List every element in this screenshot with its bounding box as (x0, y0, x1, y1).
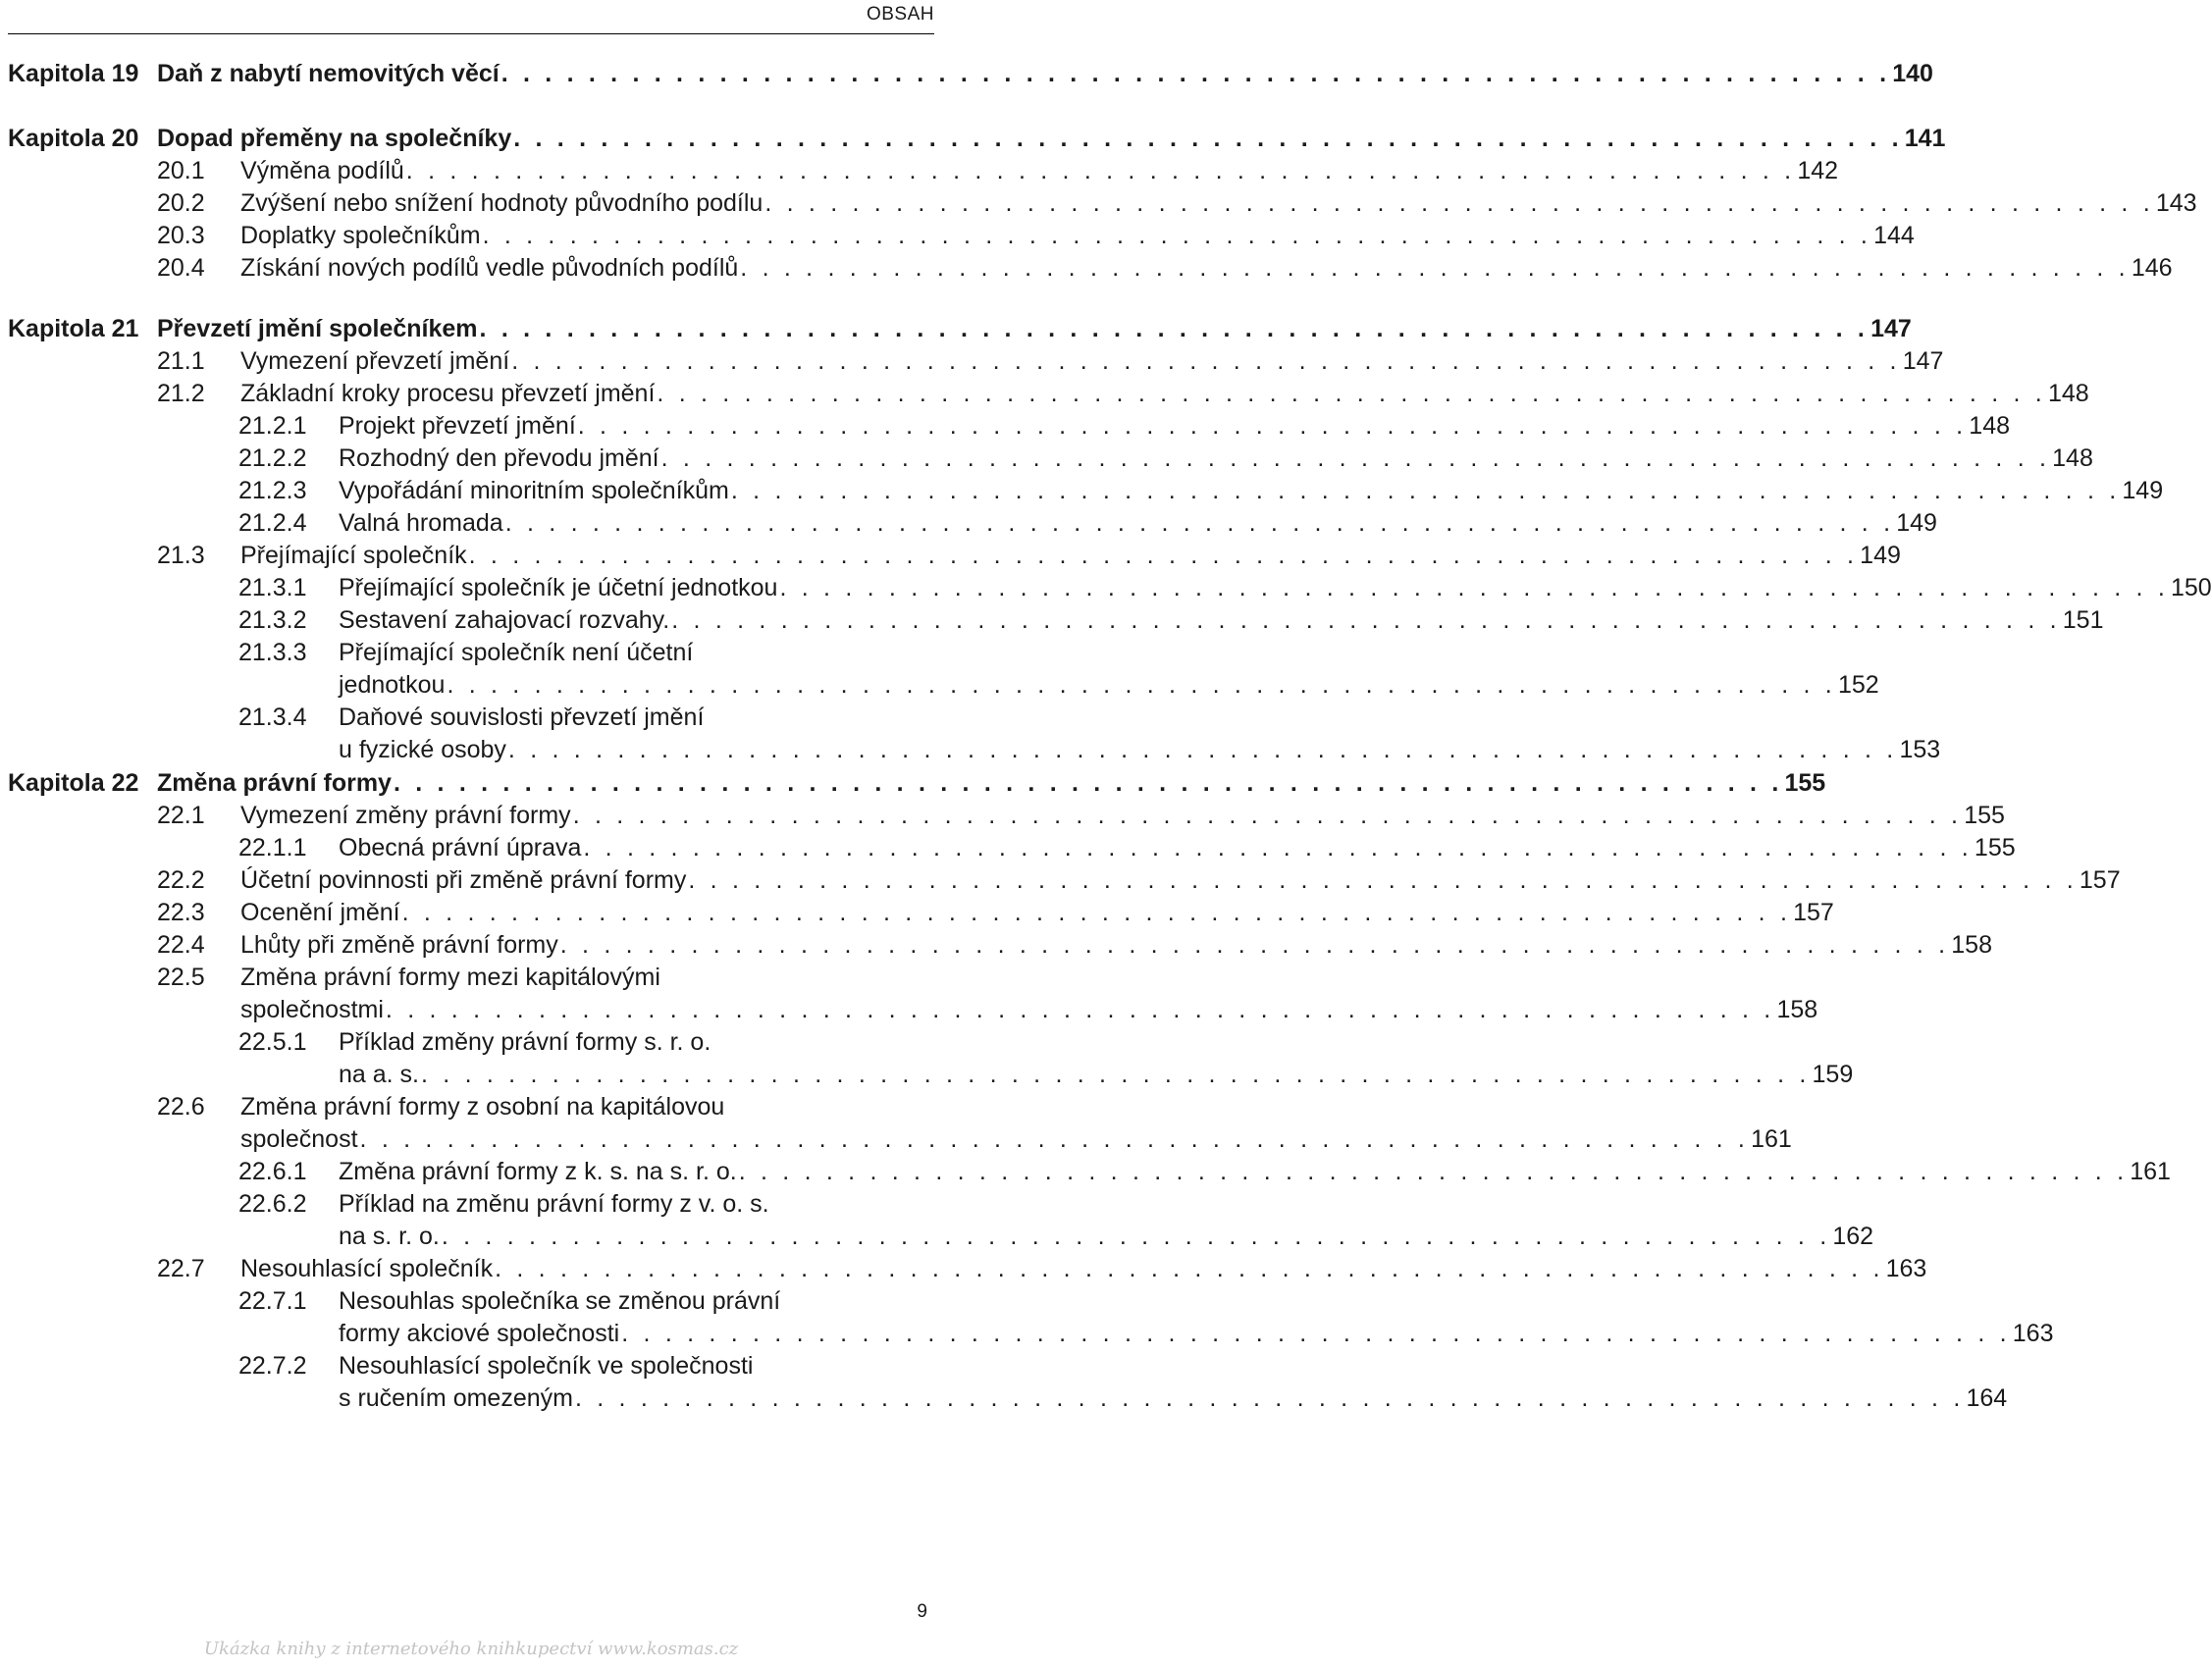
entry-page-number: 146 (2131, 254, 2173, 282)
chapter-number: Kapitola 19 (8, 60, 139, 87)
dot-leader: . . . . . . . . . . . . . . . . . . . . . . . . . . . . . . . . . . . . . . . . . . . . . . . . . . . . . . . . . . . . . . . . (779, 574, 2169, 601)
dot-leader: . . . . . . . . . . . . . . . . . . . . . . . . . . . . . . . . . . . . . . . . . . . . . . . . . . . . . . . . . . . . . . . . (500, 60, 1891, 87)
toc-entry-continuation[interactable] (339, 668, 1879, 702)
entry-page-number: 158 (1951, 931, 1992, 959)
entry-title: Základní kroky procesu převzetí jmění (240, 380, 656, 407)
page-number: 9 (917, 1601, 927, 1622)
section-number: 21.3.3 (238, 639, 307, 666)
section-number: 22.7.1 (238, 1287, 307, 1315)
entry-title: Převzetí jmění společníkem (157, 315, 478, 342)
entry-title: Valná hromada (339, 509, 503, 537)
toc-entry[interactable] (339, 603, 2104, 637)
entry-page-number: 161 (1751, 1125, 1792, 1153)
toc-entry-continuation[interactable] (240, 1122, 1792, 1156)
entry-title-continuation: na s. r. o. (339, 1223, 440, 1250)
dot-leader: . . . . . . . . . . . . . . . . . . . . . . . . . . . . . . . . . . . . . . . . . . . . . . . . . . . . . . . . . . . . . . . . (479, 315, 1870, 342)
section-number: 22.5.1 (238, 1028, 307, 1056)
chapter-number: Kapitola 22 (8, 769, 139, 797)
dot-leader: . . . . . . . . . . . . . . . . . . . . . . . . . . . . . . . . . . . . . . . . . . . . . . . . . . . . . . . . . . . . . . . . (468, 542, 1859, 569)
dot-leader: . . . . . . . . . . . . . . . . . . . . . . . . . . . . . . . . . . . . . . . . . . . . . . . . . . . . . . . . . . . . . . . . (385, 996, 1775, 1023)
entry-page-number: 152 (1837, 671, 1879, 699)
entry-page-number: 140 (1892, 60, 1933, 87)
entry-page-number: 157 (1793, 899, 1834, 926)
dot-leader: . . . . . . . . . . . . . . . . . . . . . . . . . . . . . . . . . . . . . . . . . . . . . . . . . . . . . . . . . . . . . . . . (730, 477, 2121, 504)
toc-entry[interactable] (240, 799, 2005, 832)
section-number: 21.2 (157, 380, 205, 407)
entry-title-continuation: jednotkou (339, 671, 446, 699)
entry-title-continuation: s ručením omezeným (339, 1384, 573, 1412)
dot-leader: . . . . . . . . . . . . . . . . . . . . . . . . . . . . . . . . . . . . . . . . . . . . . . . . . . . . . . . . . . . . . . . . (504, 509, 1895, 537)
section-number: 21.2.2 (238, 444, 307, 472)
toc-entry[interactable] (339, 1155, 2171, 1188)
entry-page-number: 163 (2012, 1320, 2054, 1347)
entry-page-number: 163 (1885, 1255, 1927, 1282)
entry-title-continuation: společnostmi (240, 996, 384, 1023)
dot-leader: . . . . . . . . . . . . . . . . . . . . . . . . . . . . . . . . . . . . . . . . . . . . . . . . . . . . . . . . . . . . . . . . (482, 222, 1872, 249)
section-number: 22.5 (157, 964, 205, 991)
section-number: 20.1 (157, 157, 205, 184)
section-number: 21.2.4 (238, 509, 307, 537)
entry-title-continuation: společnost (240, 1125, 358, 1153)
dot-leader: . . . . . . . . . . . . . . . . . . . . . . . . . . . . . . . . . . . . . . . . . . . . . . . . . . . . . . . . . . . . . . . . (740, 254, 2130, 282)
toc-entry[interactable] (240, 539, 1901, 572)
entry-title: Nesouhlasící společník (240, 1255, 494, 1282)
entry-title: Účetní povinnosti při změně právní formy (240, 866, 687, 894)
dot-leader: . . . . . . . . . . . . . . . . . . . . . . . . . . . . . . . . . . . . . . . . . . . . . . . . . . . . . . . . . . . . . . . . (583, 834, 1973, 861)
entry-title: Zvýšení nebo snížení hodnoty původního podílu (240, 189, 764, 217)
entry-title[interactable]: Změna právní formy mezi kapitálovými (240, 964, 660, 991)
entry-title[interactable]: Změna právní formy z osobní na kapitálovou (240, 1093, 725, 1121)
toc-entry-continuation[interactable] (339, 1317, 2054, 1350)
entry-title-continuation: u fyzické osoby (339, 736, 506, 763)
entry-title: Sestavení zahajovací rozvahy. (339, 606, 670, 634)
entry-title: Ocenění jmění (240, 899, 400, 926)
entry-title: Přejímající společník je účetní jednotkou (339, 574, 778, 601)
section-number: 22.3 (157, 899, 205, 926)
toc-entry[interactable] (339, 831, 2016, 864)
toc-entry[interactable] (157, 57, 1933, 90)
toc-entry[interactable] (240, 154, 1839, 187)
section-number: 21.3.2 (238, 606, 307, 634)
entry-page-number: 162 (1832, 1223, 1874, 1250)
section-number: 21.1 (157, 347, 205, 375)
watermark: Ukázka knihy z internetového knihkupectví www.kosmas.cz (203, 1639, 739, 1659)
entry-title: Dopad přeměny na společníky (157, 125, 512, 152)
section-number: 21.3.4 (238, 704, 307, 731)
entry-title: Daň z nabytí nemovitých věcí (157, 60, 500, 87)
toc-entry[interactable] (240, 863, 2121, 897)
dot-leader: . . . . . . . . . . . . . . . . . . . . . . . . . . . . . . . . . . . . . . . . . . . . . . . . . . . . . . . . . . . . . . . . (441, 1223, 1831, 1250)
dot-leader: . . . . . . . . . . . . . . . . . . . . . . . . . . . . . . . . . . . . . . . . . . . . . . . . . . . . . . . . . . . . . . . . (393, 769, 1783, 797)
entry-page-number: 141 (1904, 125, 1946, 152)
entry-title[interactable]: Nesouhlas společníka se změnou právní (339, 1287, 781, 1315)
dot-leader: . . . . . . . . . . . . . . . . . . . . . . . . . . . . . . . . . . . . . . . . . . . . . . . . . . . . . . . . . . . . . . . . (660, 444, 2051, 472)
dot-leader: . . . . . . . . . . . . . . . . . . . . . . . . . . . . . . . . . . . . . . . . . . . . . . . . . . . . . . . . . . . . . . . . (577, 412, 1968, 440)
entry-page-number: 151 (2062, 606, 2104, 634)
section-number: 21.2.1 (238, 412, 307, 440)
section-number: 22.2 (157, 866, 205, 894)
entry-page-number: 150 (2171, 574, 2212, 601)
entry-page-number: 147 (1870, 315, 1912, 342)
toc-entry[interactable] (240, 896, 1834, 929)
section-number: 22.6.2 (238, 1190, 307, 1218)
dot-leader: . . . . . . . . . . . . . . . . . . . . . . . . . . . . . . . . . . . . . . . . . . . . . . . . . . . . . . . . . . . . . . . . (447, 671, 1836, 699)
toc-entry[interactable] (339, 442, 2093, 475)
dot-leader: . . . . . . . . . . . . . . . . . . . . . . . . . . . . . . . . . . . . . . . . . . . . . . . . . . . . . . . . . . . . . . . . (572, 802, 1963, 829)
chapter-number: Kapitola 20 (8, 125, 139, 152)
toc-entry[interactable] (240, 186, 2197, 220)
section-number: 20.2 (157, 189, 205, 217)
section-number: 22.7 (157, 1255, 205, 1282)
entry-title: Obecná právní úprava (339, 834, 582, 861)
entry-page-number: 148 (2047, 380, 2089, 407)
section-number: 21.3.1 (238, 574, 307, 601)
entry-title[interactable]: Příklad změny právní formy s. r. o. (339, 1028, 711, 1056)
dot-leader: . . . . . . . . . . . . . . . . . . . . . . . . . . . . . . . . . . . . . . . . . . . . . . . . . . . . . . . . . . . . . . . . (495, 1255, 1884, 1282)
entry-title: Vypořádání minoritním společníkům (339, 477, 729, 504)
entry-title: Získání nových podílů vedle původních podílů (240, 254, 739, 282)
dot-leader: . . . . . . . . . . . . . . . . . . . . . . . . . . . . . . . . . . . . . . . . . . . . . . . . . . . . . . . . . . . . . . . . (764, 189, 2154, 217)
section-number: 20.4 (157, 254, 205, 282)
section-number: 22.4 (157, 931, 205, 959)
dot-leader: . . . . . . . . . . . . . . . . . . . . . . . . . . . . . . . . . . . . . . . . . . . . . . . . . . . . . . . . . . . . . . . . (657, 380, 2046, 407)
dot-leader: . . . . . . . . . . . . . . . . . . . . . . . . . . . . . . . . . . . . . . . . . . . . . . . . . . . . . . . . . . . . . . . . (559, 931, 1950, 959)
section-number: 22.1.1 (238, 834, 307, 861)
entry-page-number: 149 (1896, 509, 1937, 537)
toc-entry[interactable] (339, 571, 2212, 604)
dot-leader: . . . . . . . . . . . . . . . . . . . . . . . . . . . . . . . . . . . . . . . . . . . . . . . . . . . . . . . . . . . . . . . . (421, 1061, 1811, 1088)
section-number: 22.1 (157, 802, 205, 829)
dot-leader: . . . . . . . . . . . . . . . . . . . . . . . . . . . . . . . . . . . . . . . . . . . . . . . . . . . . . . . . . . . . . . . . (671, 606, 2061, 634)
entry-page-number: 148 (1969, 412, 2011, 440)
entry-title: Přejímající společník (240, 542, 467, 569)
section-number: 21.2.3 (238, 477, 307, 504)
toc-entry-continuation[interactable] (339, 733, 1941, 766)
entry-title: Lhůty při změně právní formy (240, 931, 558, 959)
entry-page-number: 157 (2079, 866, 2121, 894)
toc-entry[interactable] (240, 1252, 1927, 1285)
section-number: 21.3 (157, 542, 205, 569)
entry-title-continuation: na a. s. (339, 1061, 419, 1088)
entry-page-number: 143 (2155, 189, 2197, 217)
dot-leader: . . . . . . . . . . . . . . . . . . . . . . . . . . . . . . . . . . . . . . . . . . . . . . . . . . . . . . . . . . . . . . . . (513, 125, 1903, 152)
toc-entry[interactable] (339, 474, 2164, 507)
toc-entry[interactable] (240, 377, 2089, 410)
toc-entry[interactable] (339, 506, 1937, 540)
entry-title[interactable]: Daňové souvislosti převzetí jmění (339, 704, 705, 731)
entry-page-number: 148 (2052, 444, 2093, 472)
toc-entry[interactable] (240, 251, 2173, 285)
entry-page-number: 153 (1899, 736, 1941, 763)
section-number: 22.6.1 (238, 1158, 307, 1185)
entry-title: Vymezení změny právní formy (240, 802, 571, 829)
toc-entry[interactable] (157, 122, 1946, 155)
entry-title[interactable]: Nesouhlasící společník ve společnosti (339, 1352, 754, 1380)
entry-page-number: 144 (1873, 222, 1915, 249)
entry-page-number: 149 (2122, 477, 2164, 504)
section-number: 22.6 (157, 1093, 205, 1121)
dot-leader: . . . . . . . . . . . . . . . . . . . . . . . . . . . . . . . . . . . . . . . . . . . . . . . . . . . . . . . . . . . . . . . . (574, 1384, 1965, 1412)
entry-page-number: 155 (1784, 769, 1826, 797)
entry-page-number: 149 (1860, 542, 1901, 569)
entry-title: Doplatky společníkům (240, 222, 481, 249)
toc-entry[interactable] (157, 766, 1826, 800)
entry-page-number: 155 (1964, 802, 2005, 829)
entry-page-number: 158 (1776, 996, 1818, 1023)
dot-leader: . . . . . . . . . . . . . . . . . . . . . . . . . . . . . . . . . . . . . . . . . . . . . . . . . . . . . . . . . . . . . . . . (405, 157, 1796, 184)
section-number: 22.7.2 (238, 1352, 307, 1380)
entry-page-number: 142 (1797, 157, 1839, 184)
entry-page-number: 147 (1902, 347, 1944, 375)
entry-title[interactable]: Přejímající společník není účetní (339, 639, 694, 666)
entry-page-number: 161 (2130, 1158, 2171, 1185)
entry-title: Změna právní formy (157, 769, 392, 797)
running-header: OBSAH (866, 4, 934, 25)
entry-title: Výměna podílů (240, 157, 404, 184)
entry-title: Rozhodný den převodu jmění (339, 444, 659, 472)
dot-leader: . . . . . . . . . . . . . . . . . . . . . . . . . . . . . . . . . . . . . . . . . . . . . . . . . . . . . . . . . . . . . . . . (621, 1320, 2011, 1347)
entry-title[interactable]: Příklad na změnu právní formy z v. o. s. (339, 1190, 769, 1218)
dot-leader: . . . . . . . . . . . . . . . . . . . . . . . . . . . . . . . . . . . . . . . . . . . . . . . . . . . . . . . . . . . . . . . . (401, 899, 1792, 926)
dot-leader: . . . . . . . . . . . . . . . . . . . . . . . . . . . . . . . . . . . . . . . . . . . . . . . . . . . . . . . . . . . . . . . . (507, 736, 1898, 763)
toc-entry-continuation[interactable] (339, 1382, 2008, 1415)
dot-leader: . . . . . . . . . . . . . . . . . . . . . . . . . . . . . . . . . . . . . . . . . . . . . . . . . . . . . . . . . . . . . . . . (688, 866, 2078, 894)
dot-leader: . . . . . . . . . . . . . . . . . . . . . . . . . . . . . . . . . . . . . . . . . . . . . . . . . . . . . . . . . . . . . . . . (359, 1125, 1750, 1153)
toc-entry[interactable] (240, 344, 1944, 378)
toc-entry-continuation[interactable] (240, 993, 1818, 1026)
toc-entry[interactable] (240, 928, 1992, 962)
toc-entry-continuation[interactable] (339, 1058, 1854, 1091)
entry-title: Vymezení převzetí jmění (240, 347, 510, 375)
dot-leader: . . . . . . . . . . . . . . . . . . . . . . . . . . . . . . . . . . . . . . . . . . . . . . . . . . . . . . . . . . . . . . . . (738, 1158, 2129, 1185)
entry-title: Projekt převzetí jmění (339, 412, 576, 440)
chapter-number: Kapitola 21 (8, 315, 139, 342)
section-number: 20.3 (157, 222, 205, 249)
toc-entry[interactable] (240, 219, 1915, 252)
entry-page-number: 159 (1812, 1061, 1854, 1088)
entry-page-number: 164 (1966, 1384, 2008, 1412)
toc-entry-continuation[interactable] (339, 1220, 1874, 1253)
toc-entry[interactable] (157, 312, 1912, 345)
dot-leader: . . . . . . . . . . . . . . . . . . . . . . . . . . . . . . . . . . . . . . . . . . . . . . . . . . . . . . . . . . . . . . . . (511, 347, 1901, 375)
entry-title: Změna právní formy z k. s. na s. r. o. (339, 1158, 737, 1185)
entry-page-number: 155 (1974, 834, 2016, 861)
toc-entry[interactable] (339, 409, 2011, 443)
entry-title-continuation: formy akciové společnosti (339, 1320, 620, 1347)
